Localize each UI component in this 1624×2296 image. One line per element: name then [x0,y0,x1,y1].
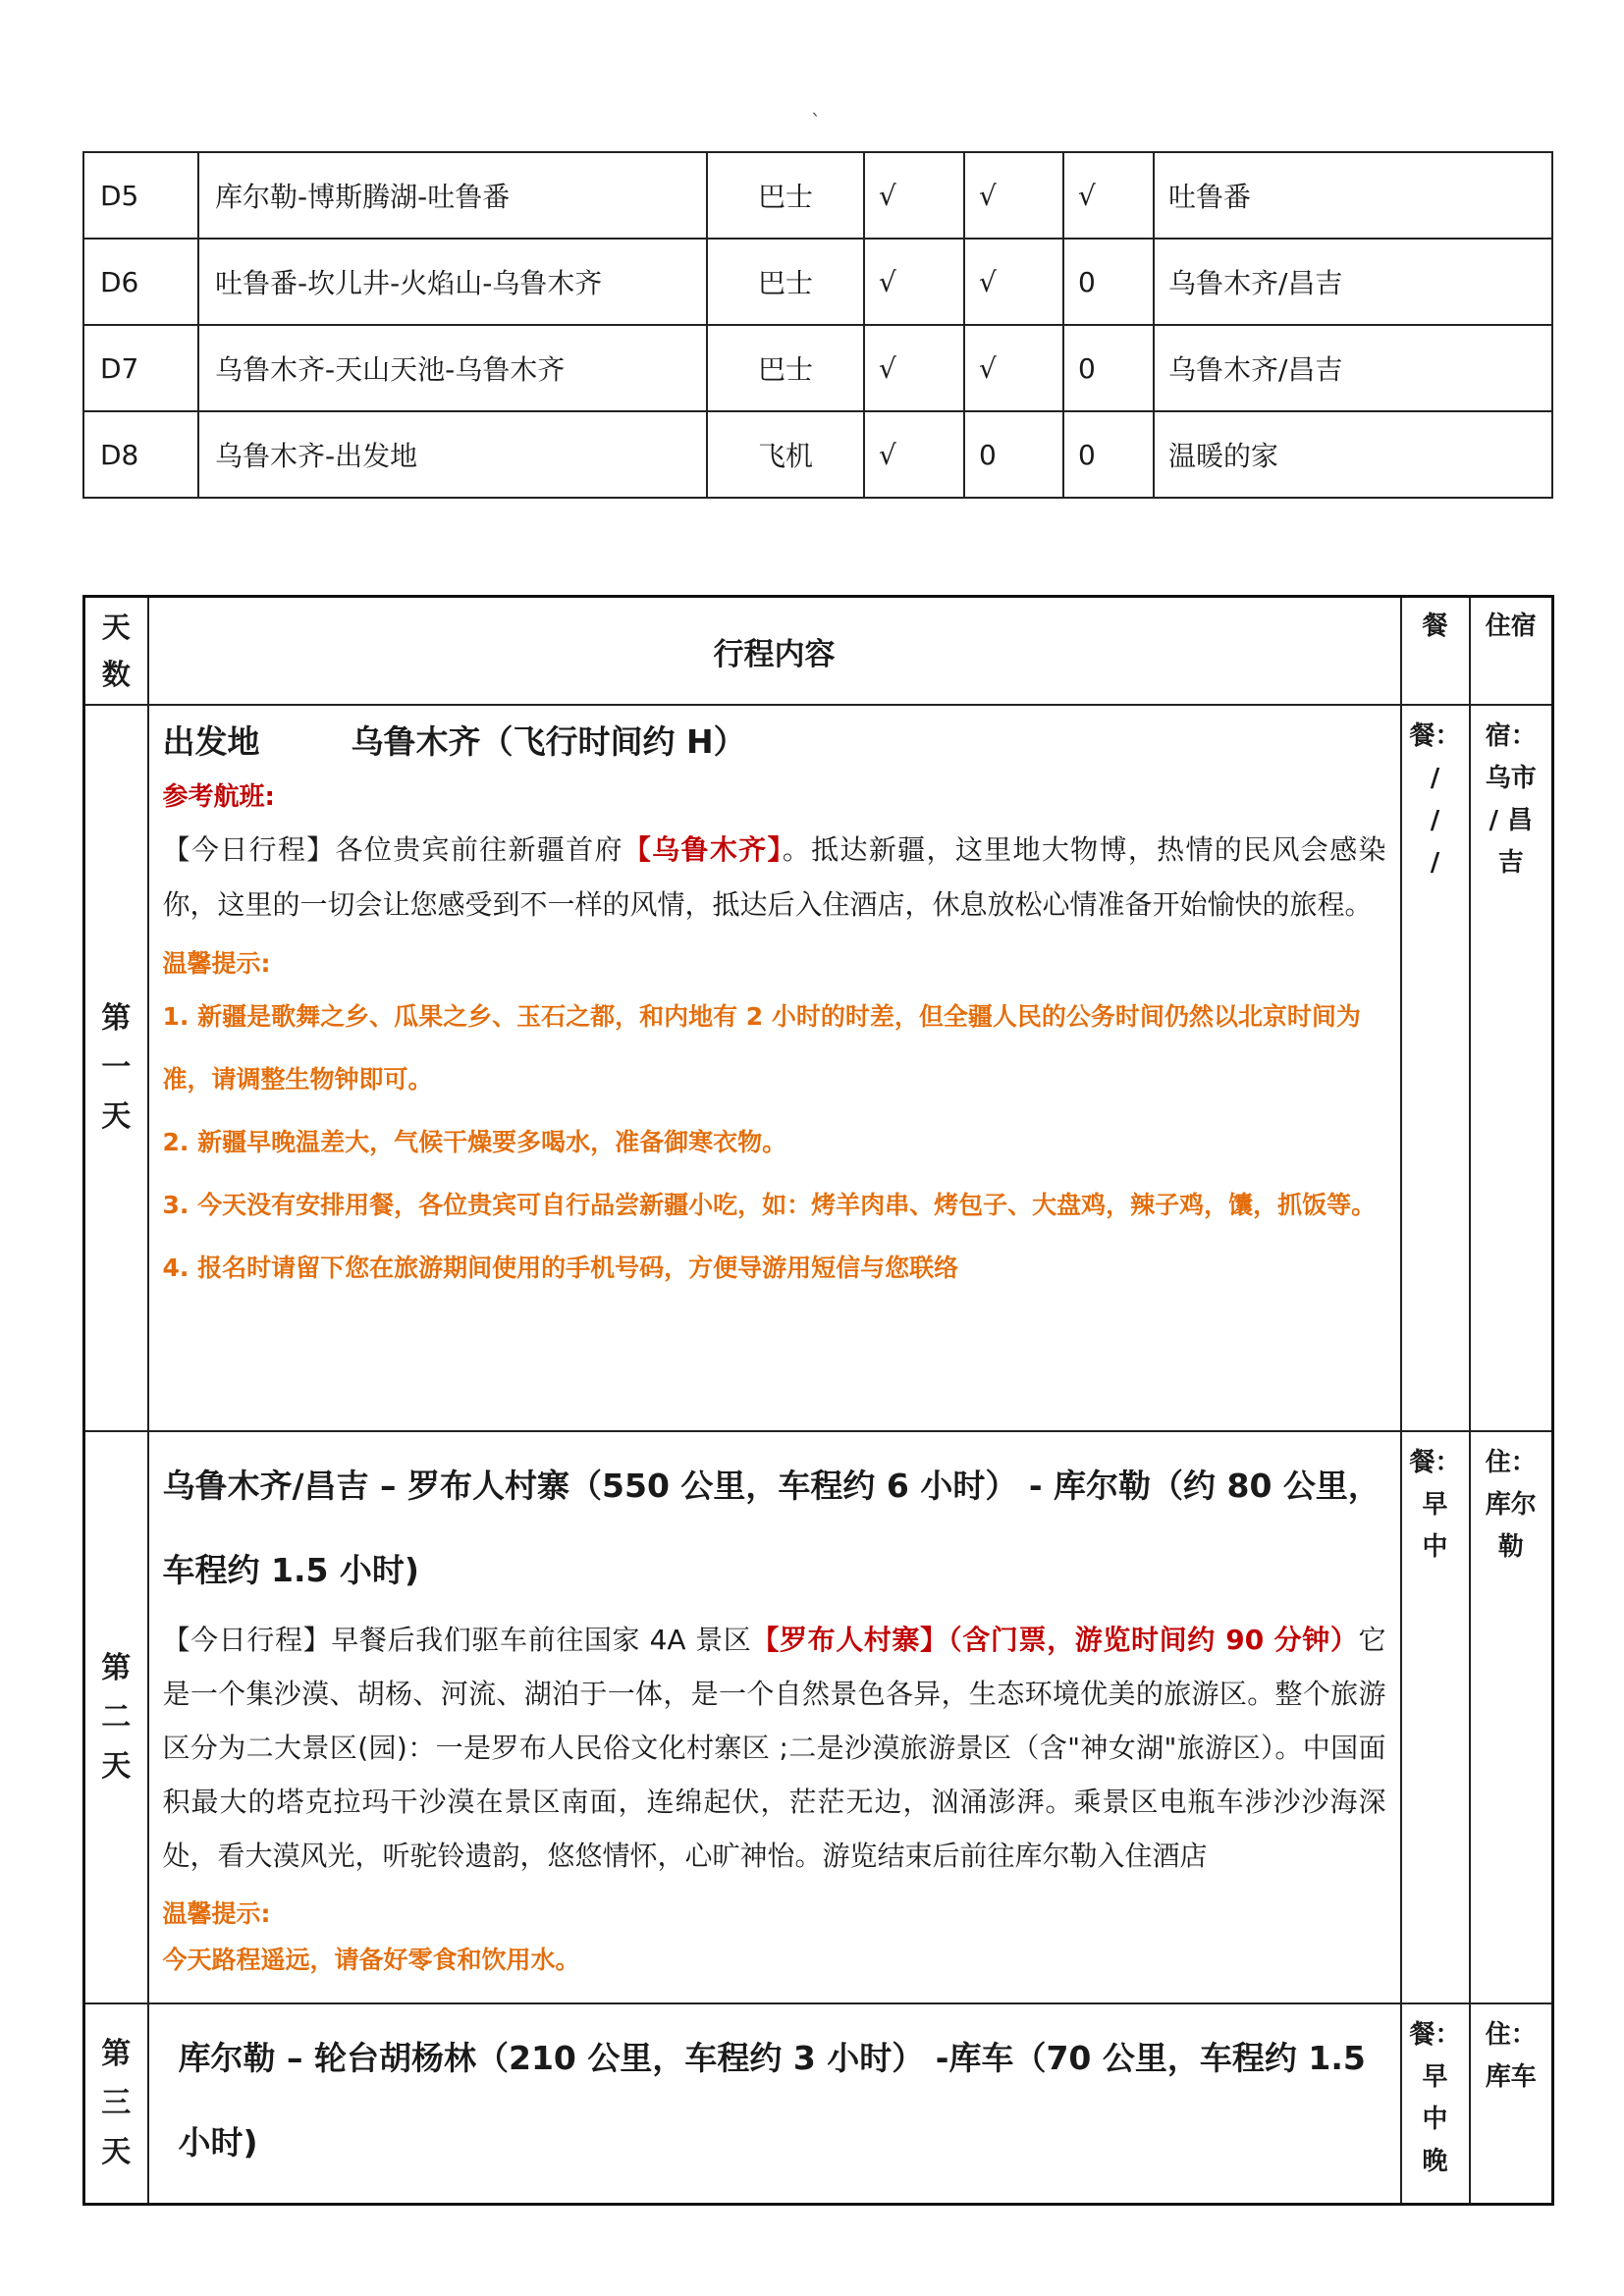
day1-title [163,720,1386,765]
day1-meal-dinner: / [1430,848,1440,878]
day2-meal-breakfast: 早 [1422,1490,1448,1520]
summary-cell-hotel: 乌鲁木齐/昌吉 [1154,239,1552,325]
header-stay: 住宿 [1470,597,1553,706]
itinerary-header-row [84,597,1553,706]
summary-table [82,151,1553,499]
summary-cell-dinner: 0 [1063,411,1154,498]
day2-stay-label: 住： [1485,1448,1537,1477]
summary-cell-transport: 巴士 [707,239,864,325]
day1-stay-label: 宿： [1485,721,1537,751]
day1-tip-4: 4. 报名时请留下您在旅游期间使用的手机号码，方便导游用短信与您联络 [162,1254,959,1282]
summary-row [83,411,1552,498]
day1-flight-label: 参考航班: [162,782,275,812]
day1-row [84,705,1553,1431]
summary-cell-dinner: √ [1063,152,1154,239]
day2-tips-label: 温馨提示: [162,1899,271,1928]
day1-meal-lunch: / [1430,806,1440,835]
day1-content [148,705,1401,1431]
summary-cell-day: D6 [83,239,198,325]
summary-cell-day: D5 [83,152,198,239]
day2-meal-lunch: 中 [1422,1532,1448,1562]
summary-cell-hotel: 乌鲁木齐/昌吉 [1154,325,1552,411]
day2-label-3: 天 [101,1748,132,1784]
day1-tip-3: 3. 今天没有安排用餐，各位贵宾可自行品尝新疆小吃，如：烤羊肉串、烤包子、大盘鸡，辣子鸡，馕，抓饭等。 [162,1191,1377,1219]
top-mark: ` [811,110,821,133]
day1-meal-label: 餐： [1409,721,1461,751]
day1-label-2: 一 [101,1050,132,1085]
day3-meal-breakfast: 早 [1422,2062,1448,2092]
summary-cell-day: D7 [83,325,198,411]
day1-tip-2: 2. 新疆早晚温差大，气候干燥要多喝水，准备御寒衣物。 [162,1128,787,1156]
day2-meal [1401,1431,1470,2003]
summary-cell-lunch: √ [964,152,1063,239]
day3-title: 库尔勒 – 轮台胡杨林（210 公里，车程约 3 小时） -库车（70 公里，车程约 1.5 小时) [178,2039,1366,2162]
day1-label [84,705,148,1431]
day1-stay-line3: 吉 [1497,848,1524,878]
day2-intro-suffix: 它是一个集沙漠、胡杨、河流、湖泊于一体，是一个自然景色各异，生态环境优美的旅游区。整个旅游区分为二大景区(园)：一是罗布人民俗文化村寨区 ;二是沙漠旅游景区（含"神女湖"旅游区）。中国面积最大的塔克拉玛干沙漠在景区南面，连绵起伏，茫茫无边，汹涌澎湃。乘景区电瓶车涉沙沙海深处，看大漠风光，听驼铃遗韵，悠悠情怀，心旷神怡。游览结束后前往库尔勒入住酒店 [162,1624,1386,1872]
summary-cell-day: D8 [83,411,198,498]
day3-meal [1401,2003,1470,2204]
summary-cell-breakfast: √ [864,325,964,411]
day3-meal-label: 餐： [1409,2020,1461,2050]
day2-intro-prefix: 【今日行程】早餐后我们驱车前往国家 4A 景区 [162,1624,752,1656]
summary-cell-route: 吐鲁番-坎儿井-火焰山-乌鲁木齐 [198,239,707,325]
day2-row [84,1431,1553,2003]
day1-stay-line2: / 昌 [1489,806,1534,835]
summary-cell-transport: 巴士 [707,152,864,239]
day2-content [148,1431,1401,2003]
day3-stay-label: 住： [1485,2020,1537,2050]
day2-label-2: 二 [101,1699,132,1735]
day3-stay [1470,2003,1553,2204]
day3-row [84,2003,1553,2204]
summary-cell-transport: 飞机 [707,411,864,498]
summary-cell-route: 乌鲁木齐-出发地 [198,411,707,498]
summary-cell-lunch: √ [964,325,1063,411]
day1-intro-prefix: 【今日行程】各位贵宾前往新疆首府 [162,833,623,866]
day1-title-from: 出发地 [162,722,260,761]
day3-stay-line1: 库车 [1485,2062,1537,2092]
summary-row [83,239,1552,325]
summary-cell-transport: 巴士 [707,325,864,411]
day1-tips-label: 温馨提示: [162,949,271,978]
summary-cell-dinner: 0 [1063,239,1154,325]
summary-cell-lunch: √ [964,239,1063,325]
day2-stay-line2: 勒 [1497,1532,1524,1562]
header-day-top: 天 [101,611,131,644]
day1-meal [1401,705,1470,1431]
day1-intro-highlight: 【乌鲁木齐】 [623,833,783,866]
header-content: 行程内容 [148,597,1401,706]
day3-label-1: 第 [101,2036,132,2071]
day2-intro [163,1613,1386,1883]
day2-title: 乌鲁木齐/昌吉 – 罗布人村寨（550 公里，车程约 6 小时） - 库尔勒（约 80 公里，车程约 1.5 小时) [162,1467,1380,1589]
summary-cell-breakfast: √ [864,239,964,325]
summary-cell-route: 乌鲁木齐-天山天池-乌鲁木齐 [198,325,707,411]
day1-intro-suffix: 。抵达新疆，这里地大物博，热情的民风会感染你，这里的一切会让您感受到不一样的风情，抵达后入住酒店，休息放松心情准备开始愉快的旅程。 [162,833,1386,921]
summary-row [83,152,1552,239]
summary-row [83,325,1552,411]
day1-stay-line1: 乌市 [1485,764,1537,793]
day2-stay-line1: 库尔 [1485,1490,1537,1520]
day3-label-2: 三 [101,2085,132,2120]
header-day-bottom: 数 [101,658,131,691]
day3-meal-lunch: 中 [1422,2105,1448,2134]
header-meal: 餐 [1401,597,1470,706]
itinerary-table [82,595,1554,2206]
day1-tip-1: 1. 新疆是歌舞之乡、瓜果之乡、玉石之都，和内地有 2 小时的时差，但全疆人民的公务时间仍然以北京时间为准，请调整生物钟即可。 [162,1002,1361,1094]
day2-meal-label: 餐： [1409,1448,1461,1477]
summary-cell-dinner: 0 [1063,325,1154,411]
summary-cell-route: 库尔勒-博斯腾湖-吐鲁番 [198,152,707,239]
header-day [84,597,148,706]
summary-cell-hotel: 吐鲁番 [1154,152,1552,239]
day2-intro-highlight: 【罗布人村寨】（含门票，游览时间约 90 分钟） [751,1624,1359,1656]
summary-cell-breakfast: √ [864,411,964,498]
day1-meal-breakfast: / [1430,764,1440,793]
day1-label-3: 天 [101,1099,132,1134]
day1-intro [163,823,1386,933]
day1-title-to: 乌鲁木齐（飞行时间约 H） [351,722,746,761]
day2-label [84,1431,148,2003]
summary-cell-breakfast: √ [864,152,964,239]
day2-tip-1: 今天路程遥远，请备好零食和饮用水。 [162,1946,580,1974]
day1-stay [1470,705,1553,1431]
day2-stay [1470,1431,1553,2003]
day3-label [84,2003,148,2204]
day3-meal-dinner: 晚 [1422,2147,1448,2176]
summary-cell-lunch: 0 [964,411,1063,498]
summary-cell-hotel: 温暖的家 [1154,411,1552,498]
day3-label-3: 天 [101,2134,132,2169]
day3-content [148,2003,1401,2204]
day1-label-1: 第 [101,1001,132,1036]
day2-label-1: 第 [101,1650,132,1685]
